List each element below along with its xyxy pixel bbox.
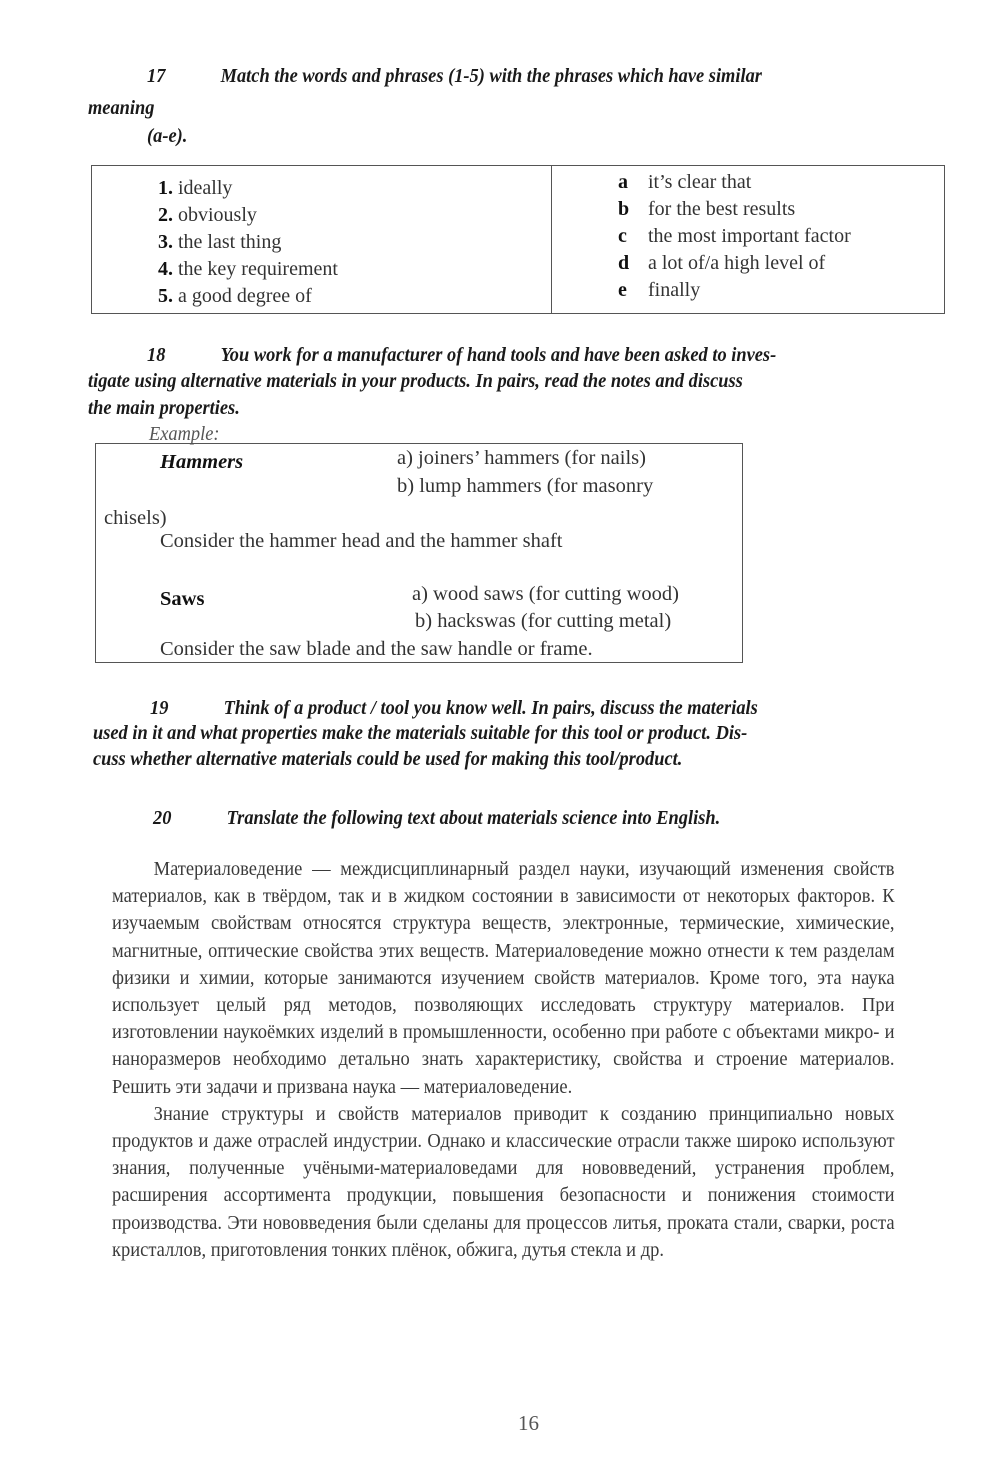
task-number: 20 (153, 807, 172, 829)
example-item: a) wood saws (for cutting wood) (412, 583, 680, 605)
task-19-line3: cuss whether alternative materials could be used for making this tool/product. (93, 748, 683, 770)
example-heading-saws: Saws (160, 588, 205, 610)
example-item-continued: chisels) (104, 507, 167, 529)
paragraph-1: Материаловедение — междисциплинарный раздел науки, изучающий изменения свойств материалов, как в твёрдом, так и в жидком состоянии в зависимости от некоторых факторов. К изучаемым свойствам относятся структура веществ, электронные, термические, химические, магнитные, оптические свойства этих веществ. Материаловедение можно отнести к тем разделам физики и химии, которые занимаются изучением свойств материалов. Кроме того, эта наука использует целый ряд методов, позволяющих исследовать структуру материалов. При изготовлении наукоёмких изделий в промышленности, особенно при работе с объектами микро- и наноразмеров необходимо детально знать характеристику, свойства и строение материалов. Решить эти задачи и призвана наука — материаловедение. (112, 858, 895, 1098)
translation-text (112, 856, 895, 1264)
example-item: b) lump hammers (for masonry (397, 475, 654, 497)
task-18-line1: You work for a manufacturer of hand tools and have been asked to inves- (220, 344, 777, 366)
task-number: 19 (150, 697, 169, 719)
task-20-line1: Translate the following text about materials science into English. (226, 807, 721, 829)
task-17-line2: meaning (88, 97, 155, 119)
match-item: 5. a good degree of (158, 285, 312, 307)
right-column (618, 169, 851, 304)
paragraph-2: Знание структуры и свойств материалов приводит к созданию принципиально новых продуктов и даже отраслей индустрии. Однако и классические отрасли также широко используют знания, полученные учёными-материаловедами для нововведений, устранения проблем, расширения ассортимента продукции, повышения безопасности и понижения стоимости производства. Эти нововведения были сделаны для процессов литья, проката стали, сварки, роста кристаллов, приготовления тонких плёнок, обжига, дутья стекла и др. (112, 1102, 895, 1261)
example-item: b) hackswas (for cutting metal) (415, 610, 672, 632)
match-item: 4. the key requirement (158, 258, 338, 280)
task-19-heading (150, 695, 758, 722)
match-option: d a lot of/a high level of (618, 252, 826, 274)
match-option: b for the best results (618, 198, 796, 220)
table-divider (551, 165, 552, 314)
task-19-line2: used in it and what properties make the materials suitable for this tool or product. Dis- (93, 722, 748, 744)
task-18-heading (147, 342, 776, 369)
match-item: 3. the last thing (158, 231, 282, 253)
match-item: 2. obviously (158, 204, 257, 226)
task-17-line3: (a-e). (147, 125, 188, 147)
task-number: 18 (147, 344, 166, 366)
task-19-line1: Think of a product / tool you know well. In pairs, discuss the materials (223, 697, 758, 719)
match-option: a it’s clear that (618, 171, 752, 193)
left-column (158, 175, 338, 310)
example-item: a) joiners’ hammers (for nails) (397, 447, 646, 469)
match-option: c the most important factor (618, 225, 851, 247)
match-item: 1. ideally (158, 177, 233, 199)
task-17-heading (147, 63, 762, 90)
task-number: 17 (147, 65, 166, 87)
example-consider: Consider the hammer head and the hammer shaft (160, 530, 563, 552)
page-number: 16 (518, 1411, 539, 1435)
task-17-line1: Match the words and phrases (1-5) with the phrases which have similar (220, 65, 762, 87)
match-option: e finally (618, 279, 701, 301)
example-consider: Consider the saw blade and the saw handle or frame. (160, 638, 593, 660)
example-heading-hammers: Hammers (160, 451, 244, 473)
task-18-line2: tigate using alternative materials in your products. In pairs, read the notes and discuss (88, 370, 743, 392)
example-label: Example: (149, 423, 220, 445)
task-18-line3: the main properties. (88, 397, 240, 419)
task-20-heading (153, 805, 720, 832)
